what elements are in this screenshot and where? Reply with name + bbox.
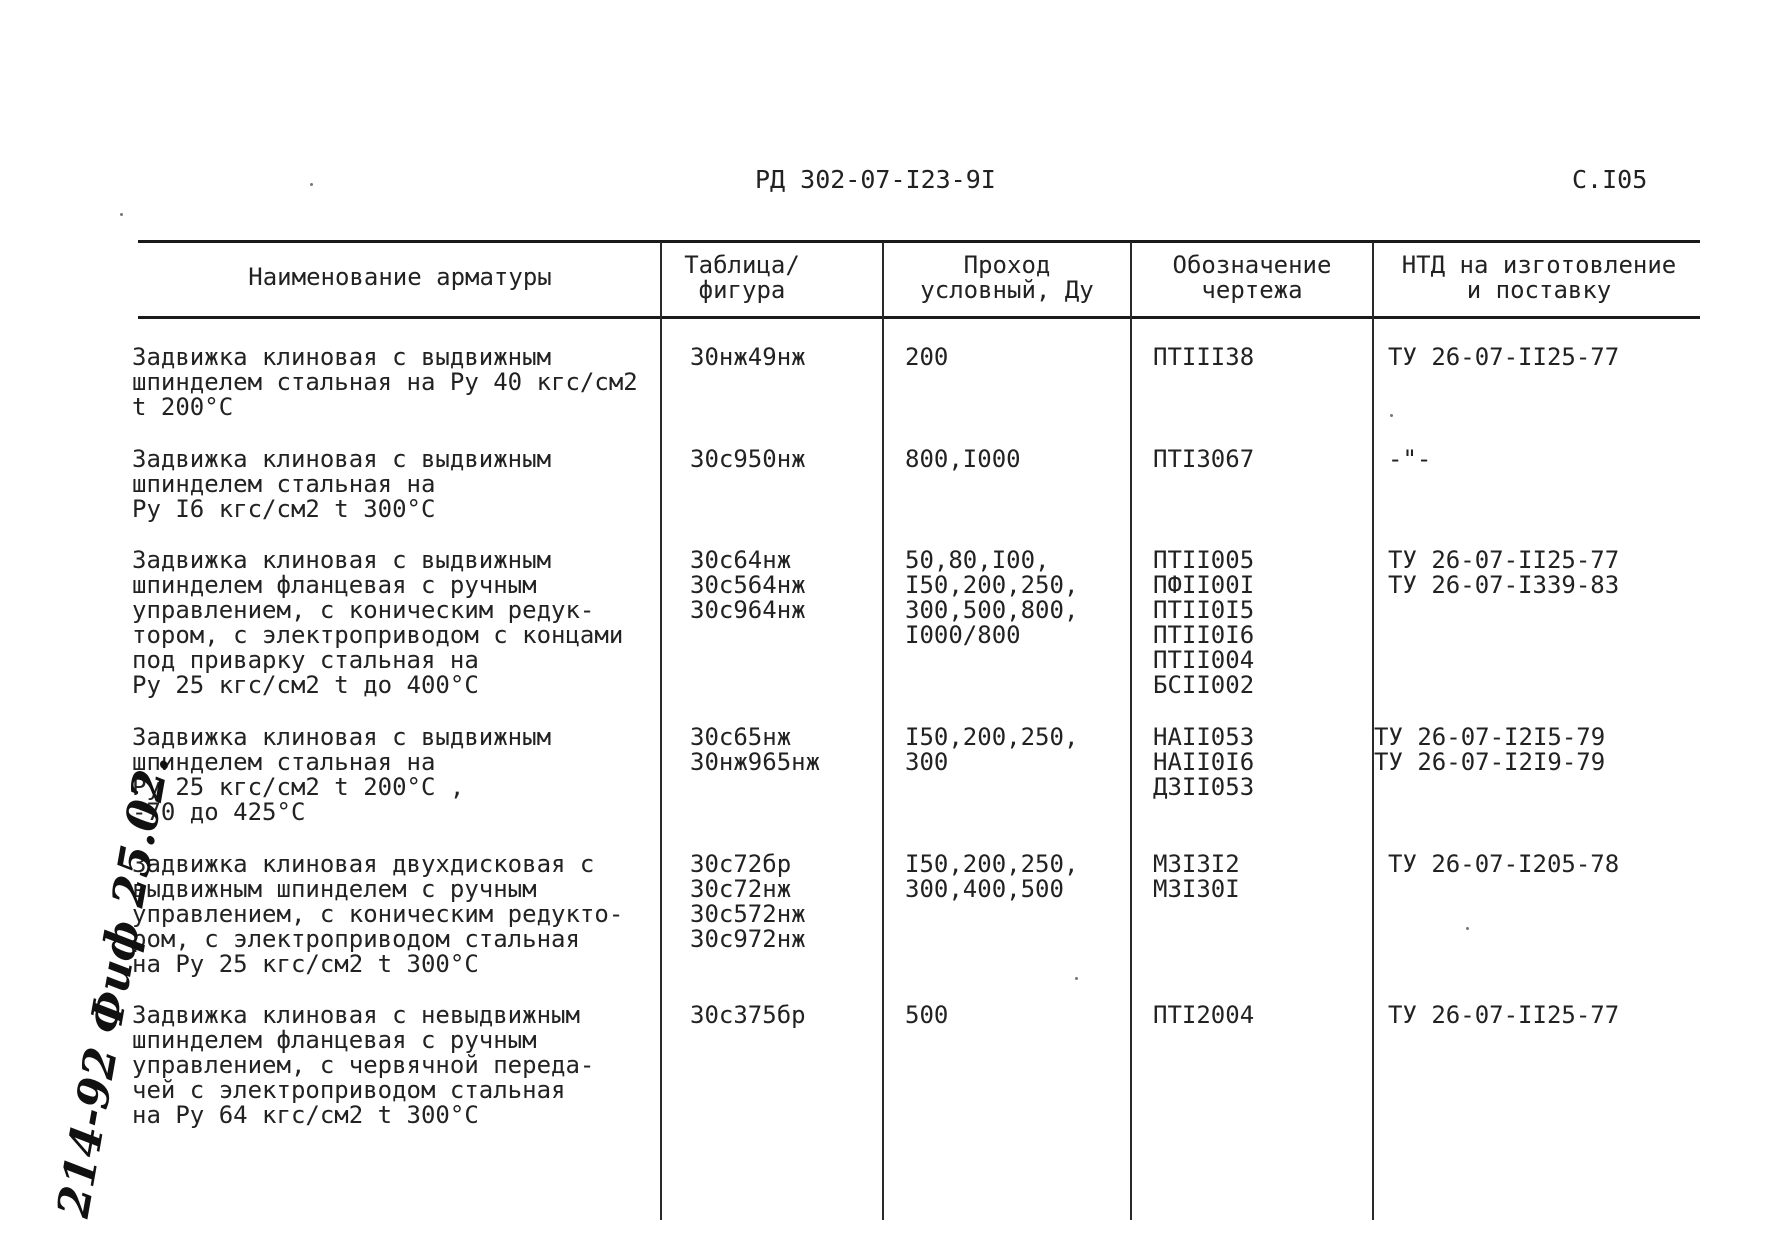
column-divider-1 — [660, 242, 662, 1220]
table-row-2-drawing: ПТI3067 — [1153, 445, 1255, 473]
table-row-4-name: Задвижка клиновая с выдвижным шпинделем стальная на Ру 25 кгс/см2 t 200°С , -70 до 425°С — [132, 723, 552, 826]
table-row-3-ntd: ТУ 26-07-II25-77 ТУ 26-07-I339-83 — [1388, 546, 1620, 599]
table-row-2-figure: 30с950нж — [690, 445, 806, 473]
table-row-2-ntd: -"- — [1388, 445, 1432, 473]
table-row-5-name: Задвижка клиновая двухдисковая с выдвижным шпинделем с ручным управлением, с коническим редукто- ром, с электроприводом стальная на Ру 25 кгс/см2 t 300°С — [132, 850, 624, 978]
table-top-rule — [138, 240, 1700, 243]
table-row-6-figure: 30с375бр — [690, 1001, 806, 1029]
table-row-4-drawing: НАII053 НАII0I6 ДЗII053 — [1153, 723, 1255, 801]
column-divider-2 — [882, 242, 884, 1220]
scan-speck — [1075, 977, 1078, 980]
table-row-4-ntd: ТУ 26-07-I2I5-79 ТУ 26-07-I2I9-79 — [1374, 723, 1606, 776]
table-row-4-nominal-size: I50,200,250, 300 — [905, 723, 1079, 776]
table-row-3-figure: 30с64нж 30с564нж 30с964нж — [690, 546, 806, 624]
column-heading-figure: Таблица/ фигура — [684, 251, 800, 304]
table-row-1-figure: 30нж49нж — [690, 343, 806, 371]
column-heading-drawing: Обозначение чертежа — [1172, 251, 1332, 304]
scan-speck — [120, 213, 123, 216]
table-row-5-nominal-size: I50,200,250, 300,400,500 — [905, 850, 1079, 903]
page-number: С.I05 — [1572, 165, 1648, 194]
handwritten-margin-note: 214-92 Фиф 25.02. — [47, 750, 180, 1222]
table-row-1-ntd: ТУ 26-07-II25-77 — [1388, 343, 1620, 371]
table-row-3-nominal-size: 50,80,I00, I50,200,250, 300,500,800, I000/800 — [905, 546, 1079, 649]
scan-speck — [310, 183, 313, 186]
column-divider-3 — [1130, 242, 1132, 1220]
table-row-1-nominal-size: 200 — [905, 343, 949, 371]
table-row-5-figure: 30с72бр 30с72нж 30с572нж 30с972нж — [690, 850, 806, 953]
table-row-6-nominal-size: 500 — [905, 1001, 949, 1029]
table-row-6-name: Задвижка клиновая с невыдвижным шпинделем фланцевая с ручным управлением, с червячной переда- чей с электроприводом стальная на Ру 64 кгс/см2 t 300°С — [132, 1001, 595, 1129]
document-code: РД 302-07-I23-9I — [755, 165, 996, 194]
table-row-4-figure: 30с65нж 30нж965нж — [690, 723, 821, 776]
table-row-5-ntd: ТУ 26-07-I205-78 — [1388, 850, 1620, 878]
column-heading-nominal-size: Проход условный, Ду — [920, 251, 1094, 304]
table-row-1-name: Задвижка клиновая с выдвижным шпинделем стальная на Ру 40 кгс/см2 t 200°С — [132, 343, 638, 421]
table-row-2-nominal-size: 800,I000 — [905, 445, 1021, 473]
column-heading-name: Наименование арматуры — [248, 263, 552, 291]
column-heading-ntd: НТД на изготовление и поставку — [1401, 251, 1677, 304]
table-row-6-drawing: ПТI2004 — [1153, 1001, 1255, 1029]
scan-speck — [1390, 414, 1393, 417]
table-row-1-drawing: ПТIII38 — [1153, 343, 1255, 371]
table-row-3-name: Задвижка клиновая с выдвижным шпинделем фланцевая с ручным управлением, с коническим редук- тором, с электроприводом с концами под приварку стальная на Ру 25 кгс/см2 t до 400°С — [132, 546, 624, 699]
table-header-rule — [138, 316, 1700, 319]
table-row-3-drawing: ПТII005 ПФII00I ПТII0I5 ПТII0I6 ПТII004 БСII002 — [1153, 546, 1255, 699]
table-row-2-name: Задвижка клиновая с выдвижным шпинделем стальная на Ру I6 кгс/см2 t 300°С — [132, 445, 552, 523]
table-row-6-ntd: ТУ 26-07-II25-77 — [1388, 1001, 1620, 1029]
scan-speck — [1466, 927, 1469, 930]
table-row-5-drawing: МЗI3I2 МЗI30I — [1153, 850, 1240, 903]
